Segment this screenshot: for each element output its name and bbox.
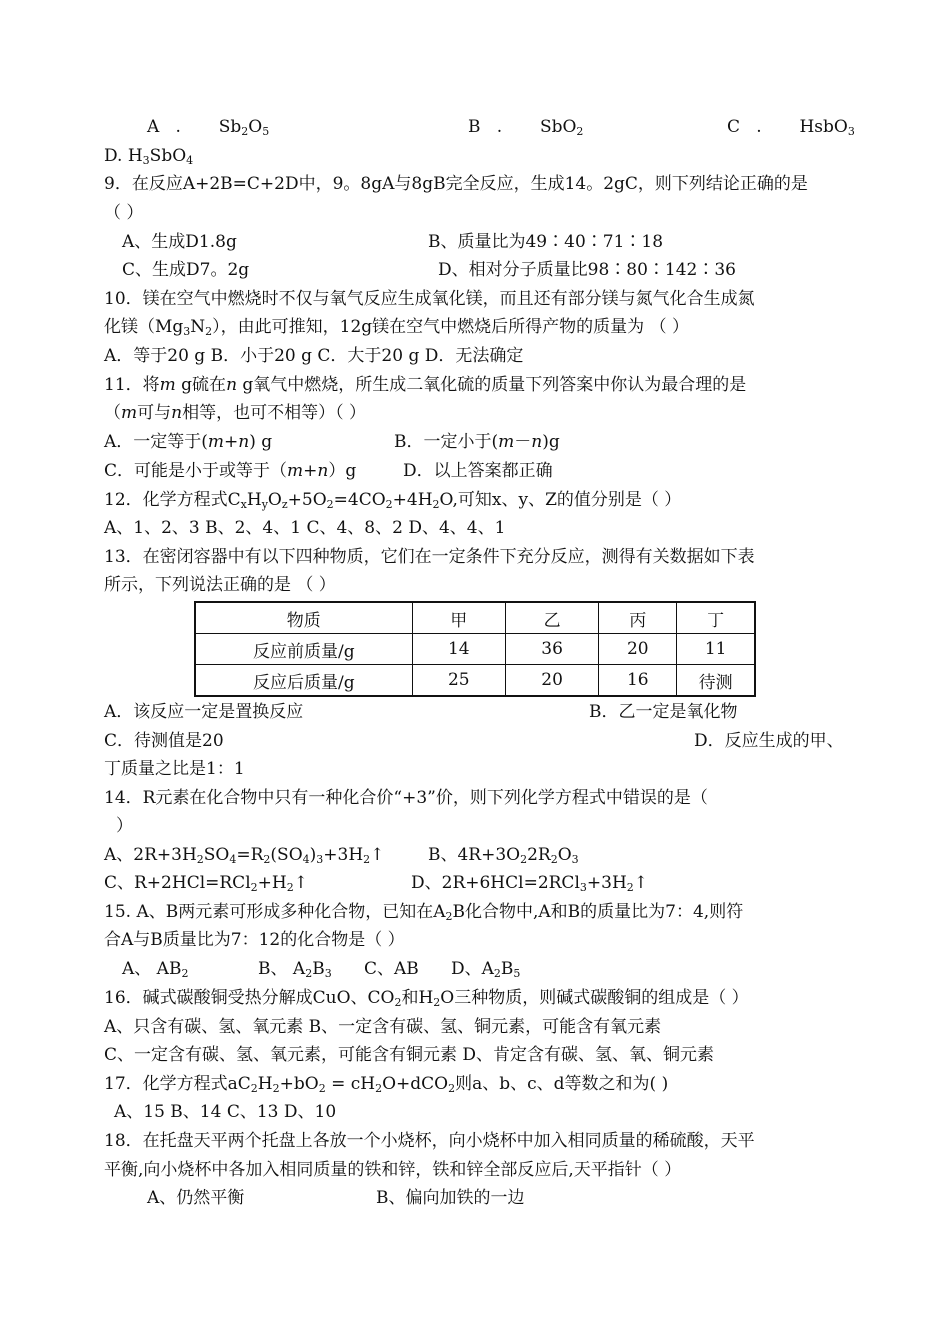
table-header-cell: 物质 [195, 602, 412, 634]
q14-stem-line1: 14．R元素在化合物中只有一种化合价“+3”价，则下列化学方程式中错误的是（ [104, 788, 708, 808]
q15-option-c: C、AB [364, 959, 419, 979]
q13-option-b: B．乙一定是氧化物 [589, 702, 738, 722]
table-header-cell: 丙 [599, 602, 677, 634]
q16-options-line2: C、一定含有碳、氢、氧元素，可能含有铜元素 D、肯定含有碳、氢、氧、铜元素 [104, 1045, 715, 1065]
q13-option-c: C．待测值是20 [104, 731, 224, 751]
table-header-row [195, 602, 755, 634]
q18-stem-line2: 平衡,向小烧杯中各加入相同质量的铁和锌，铁和锌全部反应后,天平指针（ ） [104, 1160, 682, 1180]
q15-stem-line2: 合A与B质量比为7：12的化合物是（ ） [104, 930, 405, 950]
table-cell: 14 [412, 634, 505, 665]
q12-stem: 12．化学方程式$C_xH_yO_z+5O_2=4CO_2+4H_2O$,可知x、y、Z的值分别是（ ） [104, 490, 682, 511]
q13-stem-line2: 所示，下列说法正确的是 （ ） [104, 575, 336, 595]
q14-option-c: C、$R+2HCl=RCl_2+H_2↑$ [104, 873, 308, 894]
q13-data-table [194, 601, 756, 697]
q8-option-a: A . $Sb_2O_5$ [147, 117, 270, 138]
table-header-cell: 丁 [677, 602, 755, 634]
q9-stem-line1: 9．在反应A+2B=C+2D中，9。8gA与8gB完全反应，生成14。2gC，则下列结论正确的是 [104, 174, 808, 194]
q13-option-d-part2: 丁质量之比是1：1 [104, 759, 245, 779]
q13-option-d-part1: D．反应生成的甲、 [694, 731, 844, 751]
q18-stem-line1: 18．在托盘天平两个托盘上各放一个小烧杯，向小烧杯中加入相同质量的稀硫酸，天平 [104, 1131, 755, 1151]
q14-option-b: B、$4R+3O_22R_2O_3$ [428, 845, 579, 866]
table-cell: 36 [505, 634, 598, 665]
table-cell: 25 [412, 665, 505, 697]
table-row [195, 634, 755, 665]
q15-option-d: D、$A_2B_5$ [451, 959, 521, 980]
q10-stem-line1: 10．镁在空气中燃烧时不仅与氧气反应生成氧化镁，而且还有部分镁与氮气化合生成氮 [104, 289, 755, 309]
q12-options: A、1、2、3 B、2、4、1 C、4、8、2 D、4、4、1 [104, 518, 506, 538]
q8-option-d: D. $H_3SbO_4$ [104, 146, 194, 167]
q9-option-d: D、相对分子质量比98∶80∶142∶36 [438, 260, 736, 280]
table-cell: 11 [677, 634, 755, 665]
q10-options: A．等于20 g B．小于20 g C．大于20 g D．无法确定 [104, 346, 524, 366]
table-header-cell: 甲 [412, 602, 505, 634]
q10-stem-line2: 化镁$(Mg_3N_2)$，由此可推知，12g镁在空气中燃烧后所得产物的质量为 （ ） [104, 317, 689, 338]
q14-stem-line2: ） [116, 816, 133, 836]
q18-option-a: A、仍然平衡 [147, 1188, 245, 1208]
q11-stem-line2: （m可与n相等，也可不相等）（ ） [104, 403, 366, 423]
q11-option-d: D．以上答案都正确 [403, 461, 553, 481]
q15-stem-line1: 15. A、B两元素可形成多种化合物，已知在$A_2B$化合物中,A和B的质量比为7：4,则符 [104, 902, 744, 923]
table-header-cell: 乙 [505, 602, 598, 634]
q9-option-b: B、质量比为49∶40∶71∶18 [428, 232, 664, 252]
table-cell: 反应前质量/g [195, 634, 412, 665]
q11-option-c: C．可能是小于或等于（m+n）g [104, 461, 357, 481]
q17-options: A、15 B、14 C、13 D、10 [114, 1102, 337, 1122]
table-cell: 反应后质量/g [195, 665, 412, 697]
q8-option-b: B . SbO$_2$ [468, 117, 584, 138]
table-cell: 20 [505, 665, 598, 697]
q11-stem-line1: 11．将m g硫在n g氧气中燃烧，所生成二氧化硫的质量下列答案中你认为最合理的是 [104, 375, 747, 395]
q9-stem-line2: （ ） [104, 203, 144, 223]
q13-option-a: A．该反应一定是置换反应 [104, 702, 304, 722]
q17-stem: 17．化学方程式$aC_2H_2+bO_2 = cH_2O+dCO_2$则a、b、c、d等数之和为( ) [104, 1074, 669, 1095]
q9-option-a: A、生成D1.8g [122, 232, 237, 252]
q15-option-b: B、 $A_2B_3$ [258, 959, 332, 980]
q13-stem-line1: 13．在密闭容器中有以下四种物质，它们在一定条件下充分反应，测得有关数据如下表 [104, 547, 755, 567]
q9-option-c: C、生成D7。2g [122, 260, 250, 280]
q11-option-a: A．一定等于(m+n) g [104, 432, 273, 452]
q16-stem: 16．碱式碳酸铜受热分解成CuO、$CO_2$和$H_2O$三种物质，则碱式碳酸铜的组成是（ ） [104, 988, 749, 1009]
q16-options-line1: A、只含有碳、氢、氧元素 B、一定含有碳、氢、铜元素，可能含有氧元素 [104, 1017, 662, 1037]
q14-option-a: A、$2R+3H_2SO_4=R_2(SO_4)_3+3H_2↑$ [104, 845, 385, 866]
q8-option-c: C . HsbO$_3$ [727, 117, 855, 138]
table-cell: 待测 [677, 665, 755, 697]
q18-option-b: B、偏向加铁的一边 [376, 1188, 525, 1208]
table-cell: 16 [599, 665, 677, 697]
q14-option-d: D、$2R+6HCl=2RCl_3+3H_2↑$ [411, 873, 649, 894]
table-row [195, 665, 755, 697]
q15-option-a: A、 $AB_2$ [122, 959, 189, 980]
q11-option-b: B．一定小于(m－n)g [394, 432, 560, 452]
table-cell: 20 [599, 634, 677, 665]
